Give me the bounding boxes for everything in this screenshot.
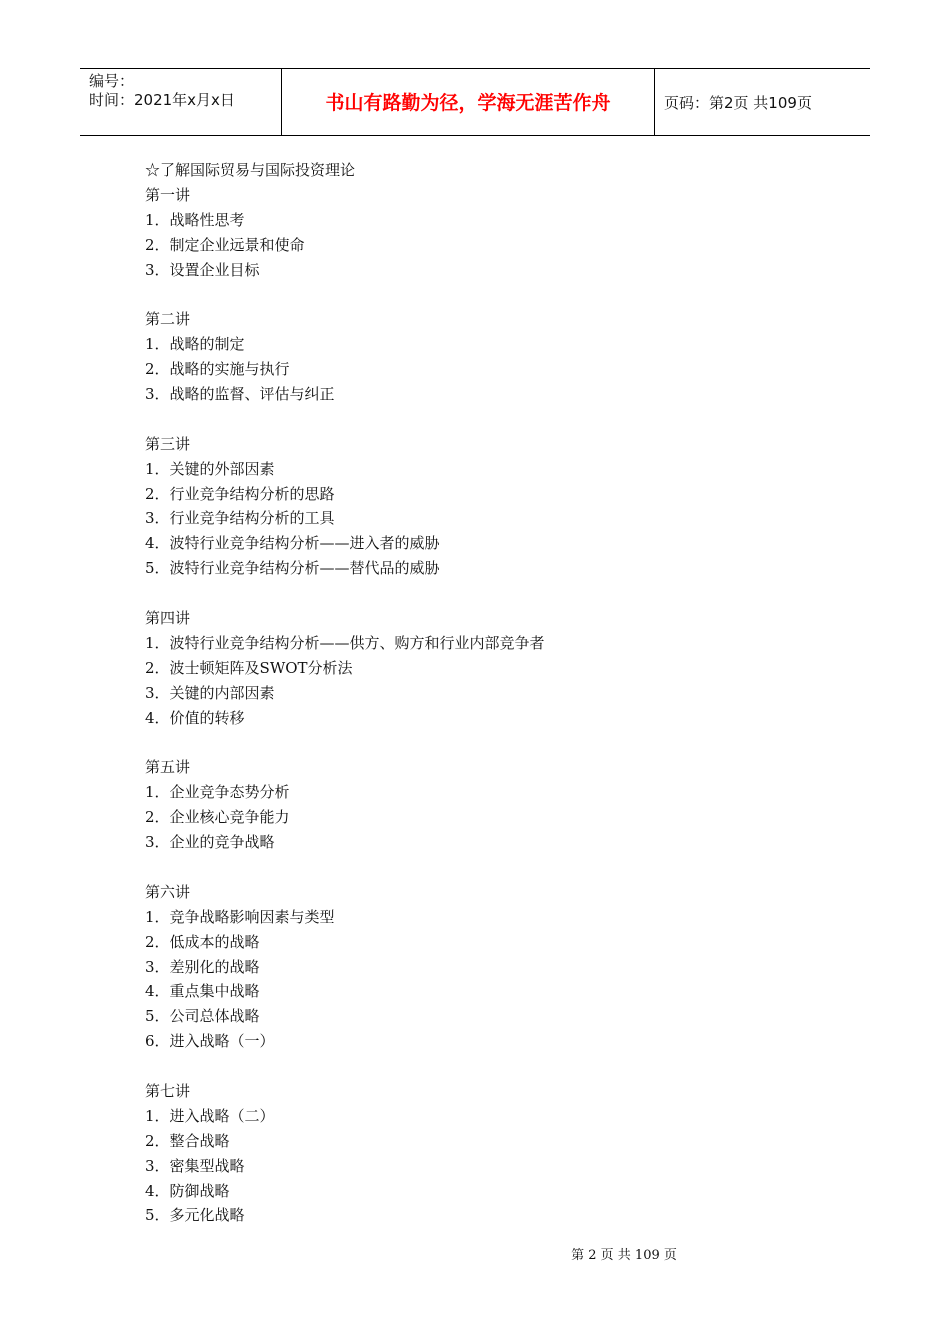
list-item: 2．企业核心竞争能力 [145, 808, 290, 827]
list-item: 2．低成本的战略 [145, 932, 260, 951]
list-item: 1．关键的外部因素 [145, 459, 275, 478]
header-right-cell [655, 69, 870, 135]
spacer [145, 855, 845, 880]
intro-line: ☆了解国际贸易与国际投资理论 [145, 161, 356, 179]
lecture-title: 第二讲 [145, 310, 191, 329]
list-item: 1．战略性思考 [145, 210, 245, 229]
list-item: 1．波特行业竞争结构分析——供方、购方和行业内部竞争者 [145, 633, 545, 652]
list-item: 2．行业竞争结构分析的思路 [145, 484, 335, 503]
list-item: 4．防御战略 [145, 1181, 230, 1200]
lecture-title: 第四讲 [145, 609, 191, 628]
list-item: 3．企业的竞争战略 [145, 833, 275, 852]
spacer [145, 1054, 845, 1079]
header-motto-cell [282, 69, 655, 135]
list-item: 2．波士顿矩阵及SWOT分析法 [145, 658, 353, 677]
list-item: 1．企业竞争态势分析 [145, 783, 290, 802]
lecture-title: 第一讲 [145, 185, 191, 204]
list-item: 4．重点集中战略 [145, 982, 260, 1001]
list-item: 5．波特行业竞争结构分析——替代品的威胁 [145, 559, 440, 578]
list-item: 2．制定企业远景和使命 [145, 235, 305, 254]
lecture-title: 第六讲 [145, 882, 191, 901]
list-item: 3．关键的内部因素 [145, 683, 275, 702]
page-info: 页码：第2页 共109页 [664, 94, 812, 112]
list-item: 1．竞争战略影响因素与类型 [145, 907, 335, 926]
list-item: 4．波特行业竞争结构分析——进入者的威胁 [145, 534, 440, 553]
number-label: 编号： [89, 72, 135, 90]
lecture-title: 第七讲 [145, 1081, 191, 1100]
list-item: 5．公司总体战略 [145, 1007, 260, 1026]
document-body [145, 158, 845, 1228]
time-label: 时间：2021年x月x日 [89, 91, 235, 109]
header-left-cell [80, 69, 282, 135]
list-item: 1．进入战略（二） [145, 1106, 275, 1125]
motto: 书山有路勤为径，学海无涯苦作舟 [325, 92, 611, 114]
list-item: 4．价值的转移 [145, 708, 245, 727]
lecture-title: 第五讲 [145, 758, 191, 777]
list-item: 6．进入战略（一） [145, 1032, 275, 1051]
list-item: 3．密集型战略 [145, 1156, 245, 1175]
spacer [145, 730, 845, 755]
list-item: 3．战略的监督、评估与纠正 [145, 385, 335, 404]
list-item: 1．战略的制定 [145, 335, 245, 354]
list-item: 3．差别化的战略 [145, 957, 260, 976]
list-item: 3．设置企业目标 [145, 260, 260, 279]
list-item: 2．战略的实施与执行 [145, 360, 290, 379]
spacer [145, 407, 845, 432]
lecture-title: 第三讲 [145, 434, 191, 453]
page-footer: 第 2 页 共 109 页 [571, 1248, 677, 1263]
page-header [80, 68, 870, 136]
list-item: 3．行业竞争结构分析的工具 [145, 509, 335, 528]
spacer [145, 282, 845, 307]
list-item: 2．整合战略 [145, 1131, 230, 1150]
list-item: 5．多元化战略 [145, 1206, 245, 1225]
spacer [145, 581, 845, 606]
